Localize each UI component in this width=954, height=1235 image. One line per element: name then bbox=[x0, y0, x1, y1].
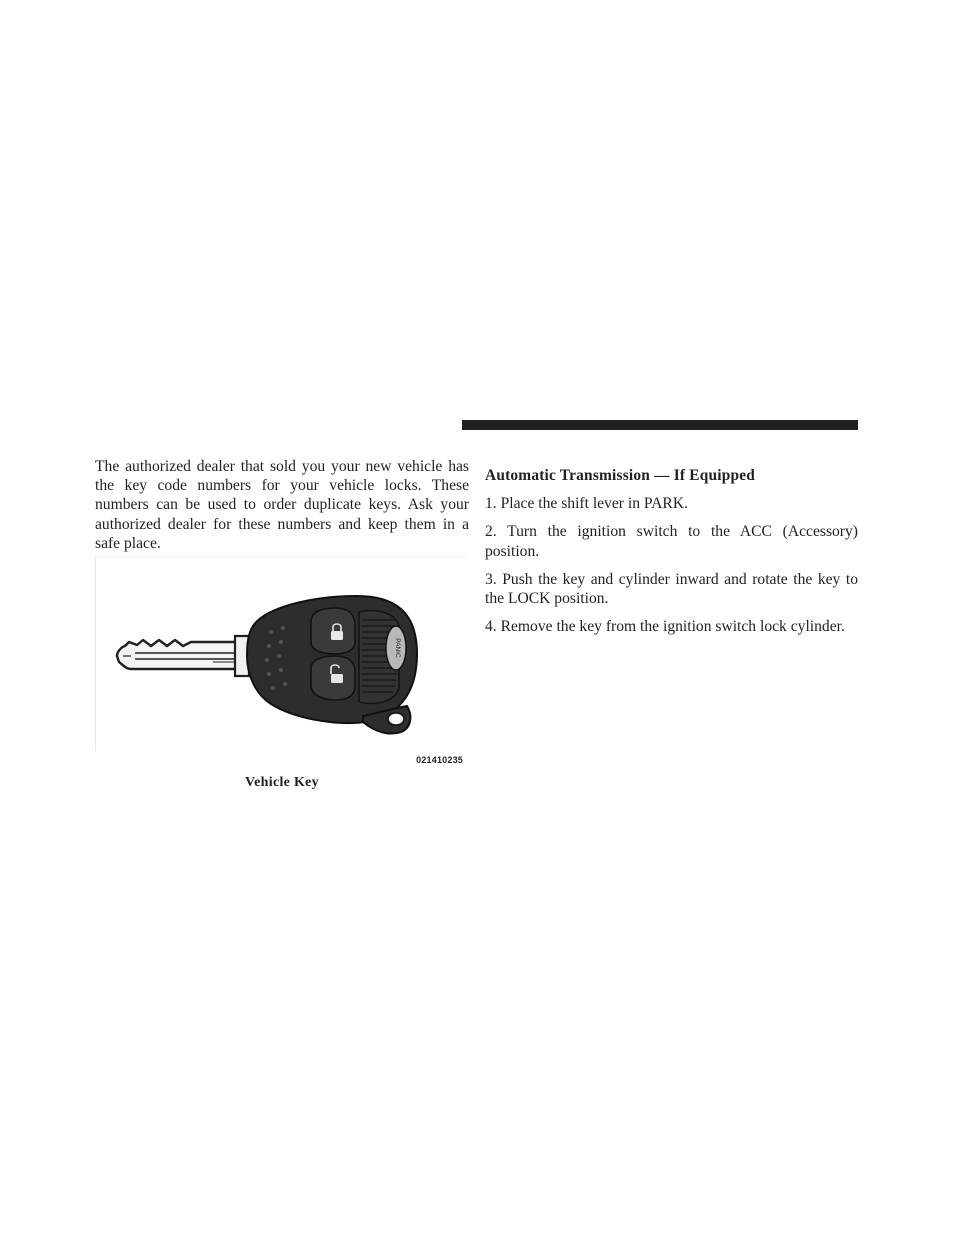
unlock-button bbox=[311, 656, 355, 700]
section-heading: Automatic Transmission — If Equipped bbox=[485, 467, 756, 484]
vehicle-key-figure bbox=[95, 556, 469, 770]
vehicle-key-illustration bbox=[95, 556, 469, 770]
steps-list bbox=[485, 494, 858, 636]
lock-button bbox=[311, 608, 355, 654]
intro-paragraph: The authorized dealer that sold you your new vehicle has the key code numbers for your vehicle locks. These numbers can be used to order duplicate keys. Ask your authorized dealer for these numbers and keep them in a safe place. bbox=[95, 458, 469, 552]
figure-caption: Vehicle Key bbox=[245, 775, 319, 790]
step-item: 3. Push the key and cylinder inward and rotate the key to the LOCK position. bbox=[485, 570, 858, 608]
key-fob bbox=[247, 596, 417, 734]
section-header-bar bbox=[462, 420, 858, 430]
left-column bbox=[95, 457, 469, 553]
key-blade bbox=[117, 636, 249, 676]
panic-label: PANIC bbox=[394, 638, 401, 658]
panic-button bbox=[386, 626, 406, 670]
step-item: 2. Turn the ignition switch to the ACC (Accessory) position. bbox=[485, 523, 858, 560]
step-item: 1. Place the shift lever in PARK. bbox=[485, 495, 688, 513]
figure-code: 021410235 bbox=[416, 755, 463, 765]
right-column bbox=[485, 466, 858, 645]
step-item: 4. Remove the key from the ignition switch lock cylinder. bbox=[485, 618, 845, 636]
